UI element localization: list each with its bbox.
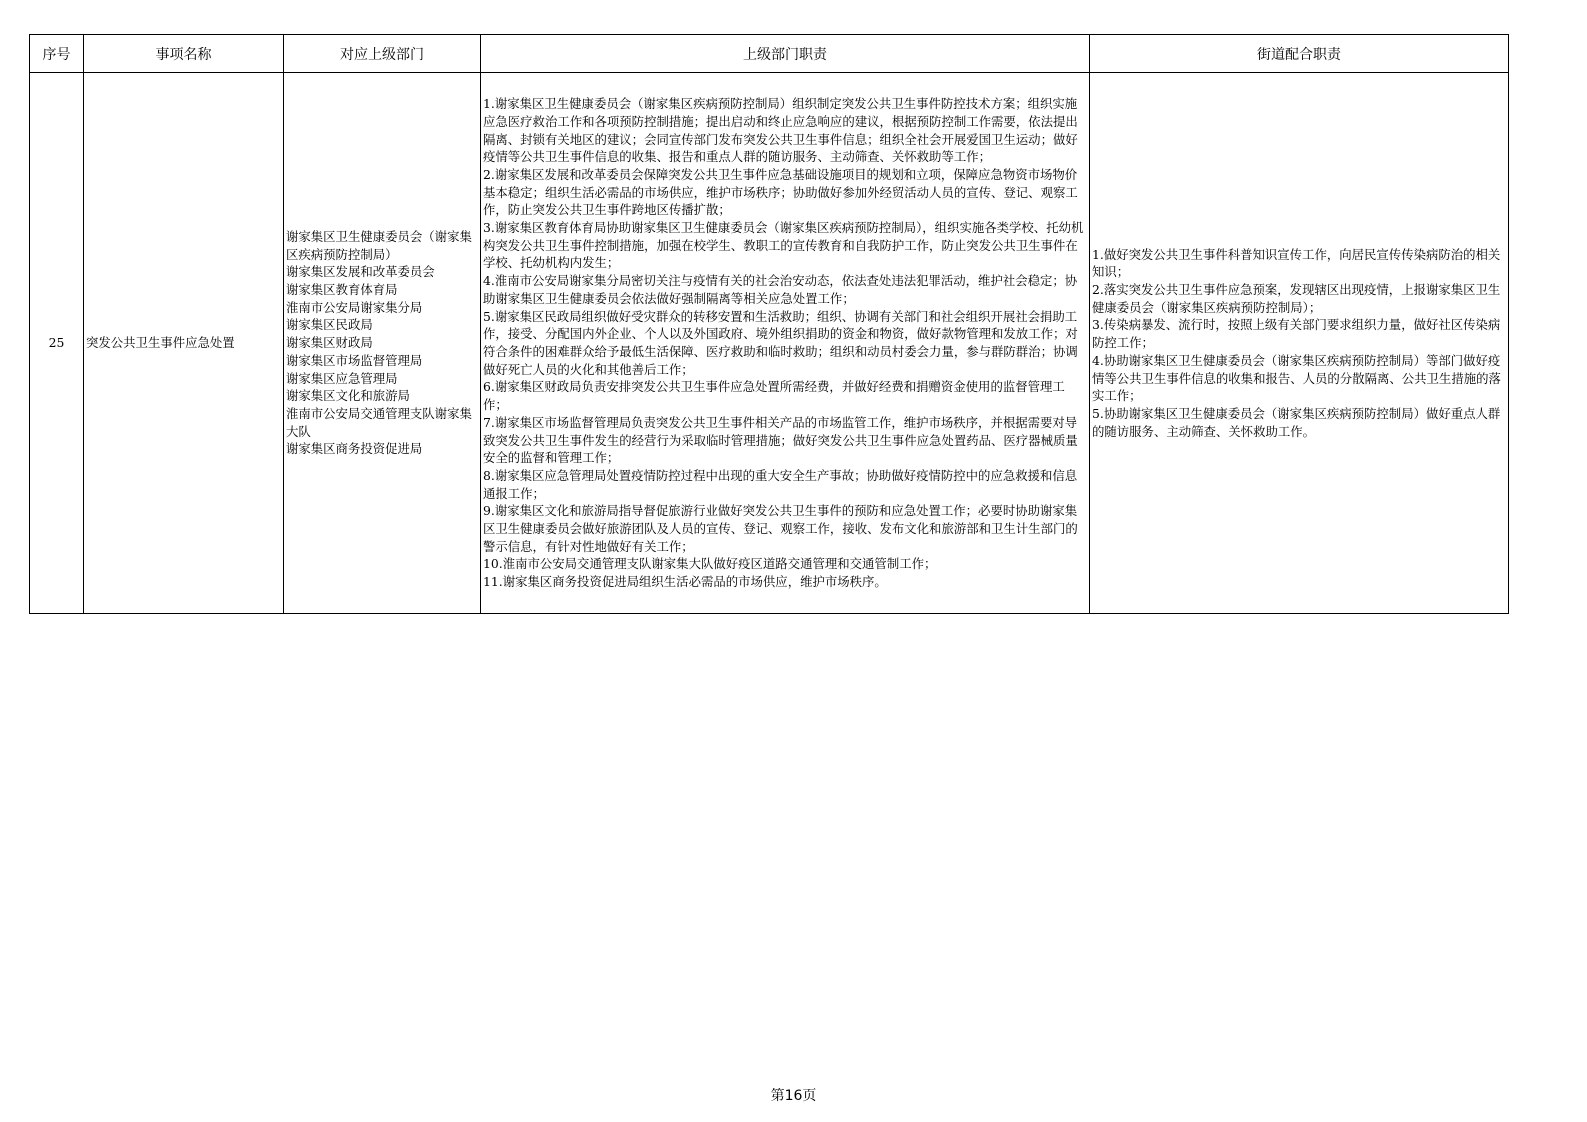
duty-item: 11.谢家集区商务投资促进局组织生活必需品的市场供应，维护市场秩序。 xyxy=(483,574,887,590)
department-item: 淮南市公安局交通管理支队谢家集大队 xyxy=(286,405,472,439)
department-item: 谢家集区卫生健康委员会（谢家集区疾病预防控制局） xyxy=(286,228,472,262)
department-item: 谢家集区应急管理局 xyxy=(286,370,398,386)
duty-item: 10.淮南市公安局交通管理支队谢家集大队做好疫区道路交通管理和交通管制工作； xyxy=(483,556,937,572)
table-row xyxy=(30,73,1509,614)
street-duty-item: 4.协助谢家集区卫生健康委员会（谢家集区疾病预防控制局）等部门做好疫情等公共卫生事件信息的收集和报告、人员的分散隔离、公共卫生措施的落实工作； xyxy=(1092,352,1501,404)
duty-item: 6.谢家集区财政局负责安排突发公共卫生事件应急处置所需经费，并做好经费和捐赠资金使用的监督管理工作； xyxy=(483,379,1065,413)
duty-table xyxy=(29,34,1509,614)
duty-item: 8.谢家集区应急管理局处置疫情防控过程中出现的重大安全生产事故；协助做好疫情防控中的应急救援和信息通报工作； xyxy=(483,467,1078,501)
department-item: 谢家集区财政局 xyxy=(286,335,373,351)
department-item: 谢家集区教育体育局 xyxy=(286,282,398,298)
cell-seq: 25 xyxy=(30,73,84,614)
page-number: 第16页 xyxy=(770,1088,817,1104)
duty-item: 7.谢家集区市场监督管理局负责突发公共卫生事件相关产品的市场监管工作，维护市场秩序，并根据需要对导致突发公共卫生事件发生的经营行为采取临时管理措施；做好突发公共卫生事件应急处置药品、医疗器械质量安全的监督和管理工作； xyxy=(483,414,1078,466)
cell-departments xyxy=(284,73,481,614)
department-item: 淮南市公安局谢家集分局 xyxy=(286,299,423,315)
header-item-name: 事项名称 xyxy=(84,35,284,73)
cell-item-name: 突发公共卫生事件应急处置 xyxy=(84,73,284,614)
header-street-duties: 街道配合职责 xyxy=(1090,35,1509,73)
street-duty-item: 1.做好突发公共卫生事件科普知识宣传工作，向居民宣传传染病防治的相关知识； xyxy=(1092,246,1501,280)
department-item: 谢家集区文化和旅游局 xyxy=(286,388,410,404)
department-item: 谢家集区发展和改革委员会 xyxy=(286,264,435,280)
cell-superior-duties xyxy=(481,73,1090,614)
department-item: 谢家集区商务投资促进局 xyxy=(286,441,423,457)
duty-item: 2.谢家集区发展和改革委员会保障突发公共卫生事件应急基础设施项目的规划和立项，保障应急物资市场物价基本稳定；组织生活必需品的市场供应，维护市场秩序；协助做好参加外经贸活动人员的宣传、登记、观察工作，防止突发公共卫生事件跨地区传播扩散； xyxy=(483,166,1078,218)
duty-item: 5.谢家集区民政局组织做好受灾群众的转移安置和生活救助；组织、协调有关部门和社会组织开展社会捐助工作，接受、分配国内外企业、个人以及外国政府、境外组织捐助的资金和物资，做好款物管理和发放工作；对符合条件的困难群众给予最低生活保障、医疗救助和临时救助；组织和动员村委会力量，参与群防群治；协调做好死亡人员的火化和其他善后工作； xyxy=(483,308,1078,377)
duty-item: 3.谢家集区教育体育局协助谢家集区卫生健康委员会（谢家集区疾病预防控制局），组织实施各类学校、托幼机构突发公共卫生事件控制措施，加强在校学生、教职工的宣传教育和自我防护工作，防止突发公共卫生事件在学校、托幼机构内发生； xyxy=(483,220,1084,271)
department-item: 谢家集区市场监督管理局 xyxy=(286,352,423,368)
duty-item: 9.谢家集区文化和旅游局指导督促旅游行业做好突发公共卫生事件的预防和应急处置工作；必要时协助谢家集区卫生健康委员会做好旅游团队及人员的宣传、登记、观察工作，接收、发布文化和旅游部和卫生计生部门的警示信息，有针对性地做好有关工作； xyxy=(483,503,1078,554)
department-item: 谢家集区民政局 xyxy=(286,317,373,333)
header-seq: 序号 xyxy=(30,35,84,73)
street-duty-item: 5.协助谢家集区卫生健康委员会（谢家集区疾病预防控制局）做好重点人群的随访服务、主动筛查、关怀救助工作。 xyxy=(1092,405,1501,439)
duty-item: 1.谢家集区卫生健康委员会（谢家集区疾病预防控制局）组织制定突发公共卫生事件防控技术方案；组织实施应急医疗救治工作和各项预防控制措施；提出启动和终止应急响应的建议，根据预防控制工作需要，依法提出隔离、封锁有关地区的建议；会同宣传部门发布突发公共卫生事件信息；组织全社会开展爱国卫生运动；做好疫情等公共卫生事件信息的收集、报告和重点人群的随访服务、主动筛查、关怀救助等工作； xyxy=(483,96,1078,165)
duty-item: 4.淮南市公安局谢家集分局密切关注与疫情有关的社会治安动态，依法查处违法犯罪活动，维护社会稳定；协助谢家集区卫生健康委员会依法做好强制隔离等相关应急处置工作； xyxy=(483,273,1078,306)
header-superior-dept: 对应上级部门 xyxy=(284,35,481,73)
cell-street-duties xyxy=(1090,73,1509,614)
street-duty-item: 2.落实突发公共卫生事件应急预案，发现辖区出现疫情，上报谢家集区卫生健康委员会（谢家集区疾病预防控制局）； xyxy=(1092,282,1501,315)
table-header-row xyxy=(30,35,1509,73)
header-superior-duties: 上级部门职责 xyxy=(481,35,1090,73)
street-duty-item: 3.传染病暴发、流行时，按照上级有关部门要求组织力量，做好社区传染病防控工作； xyxy=(1092,317,1501,351)
